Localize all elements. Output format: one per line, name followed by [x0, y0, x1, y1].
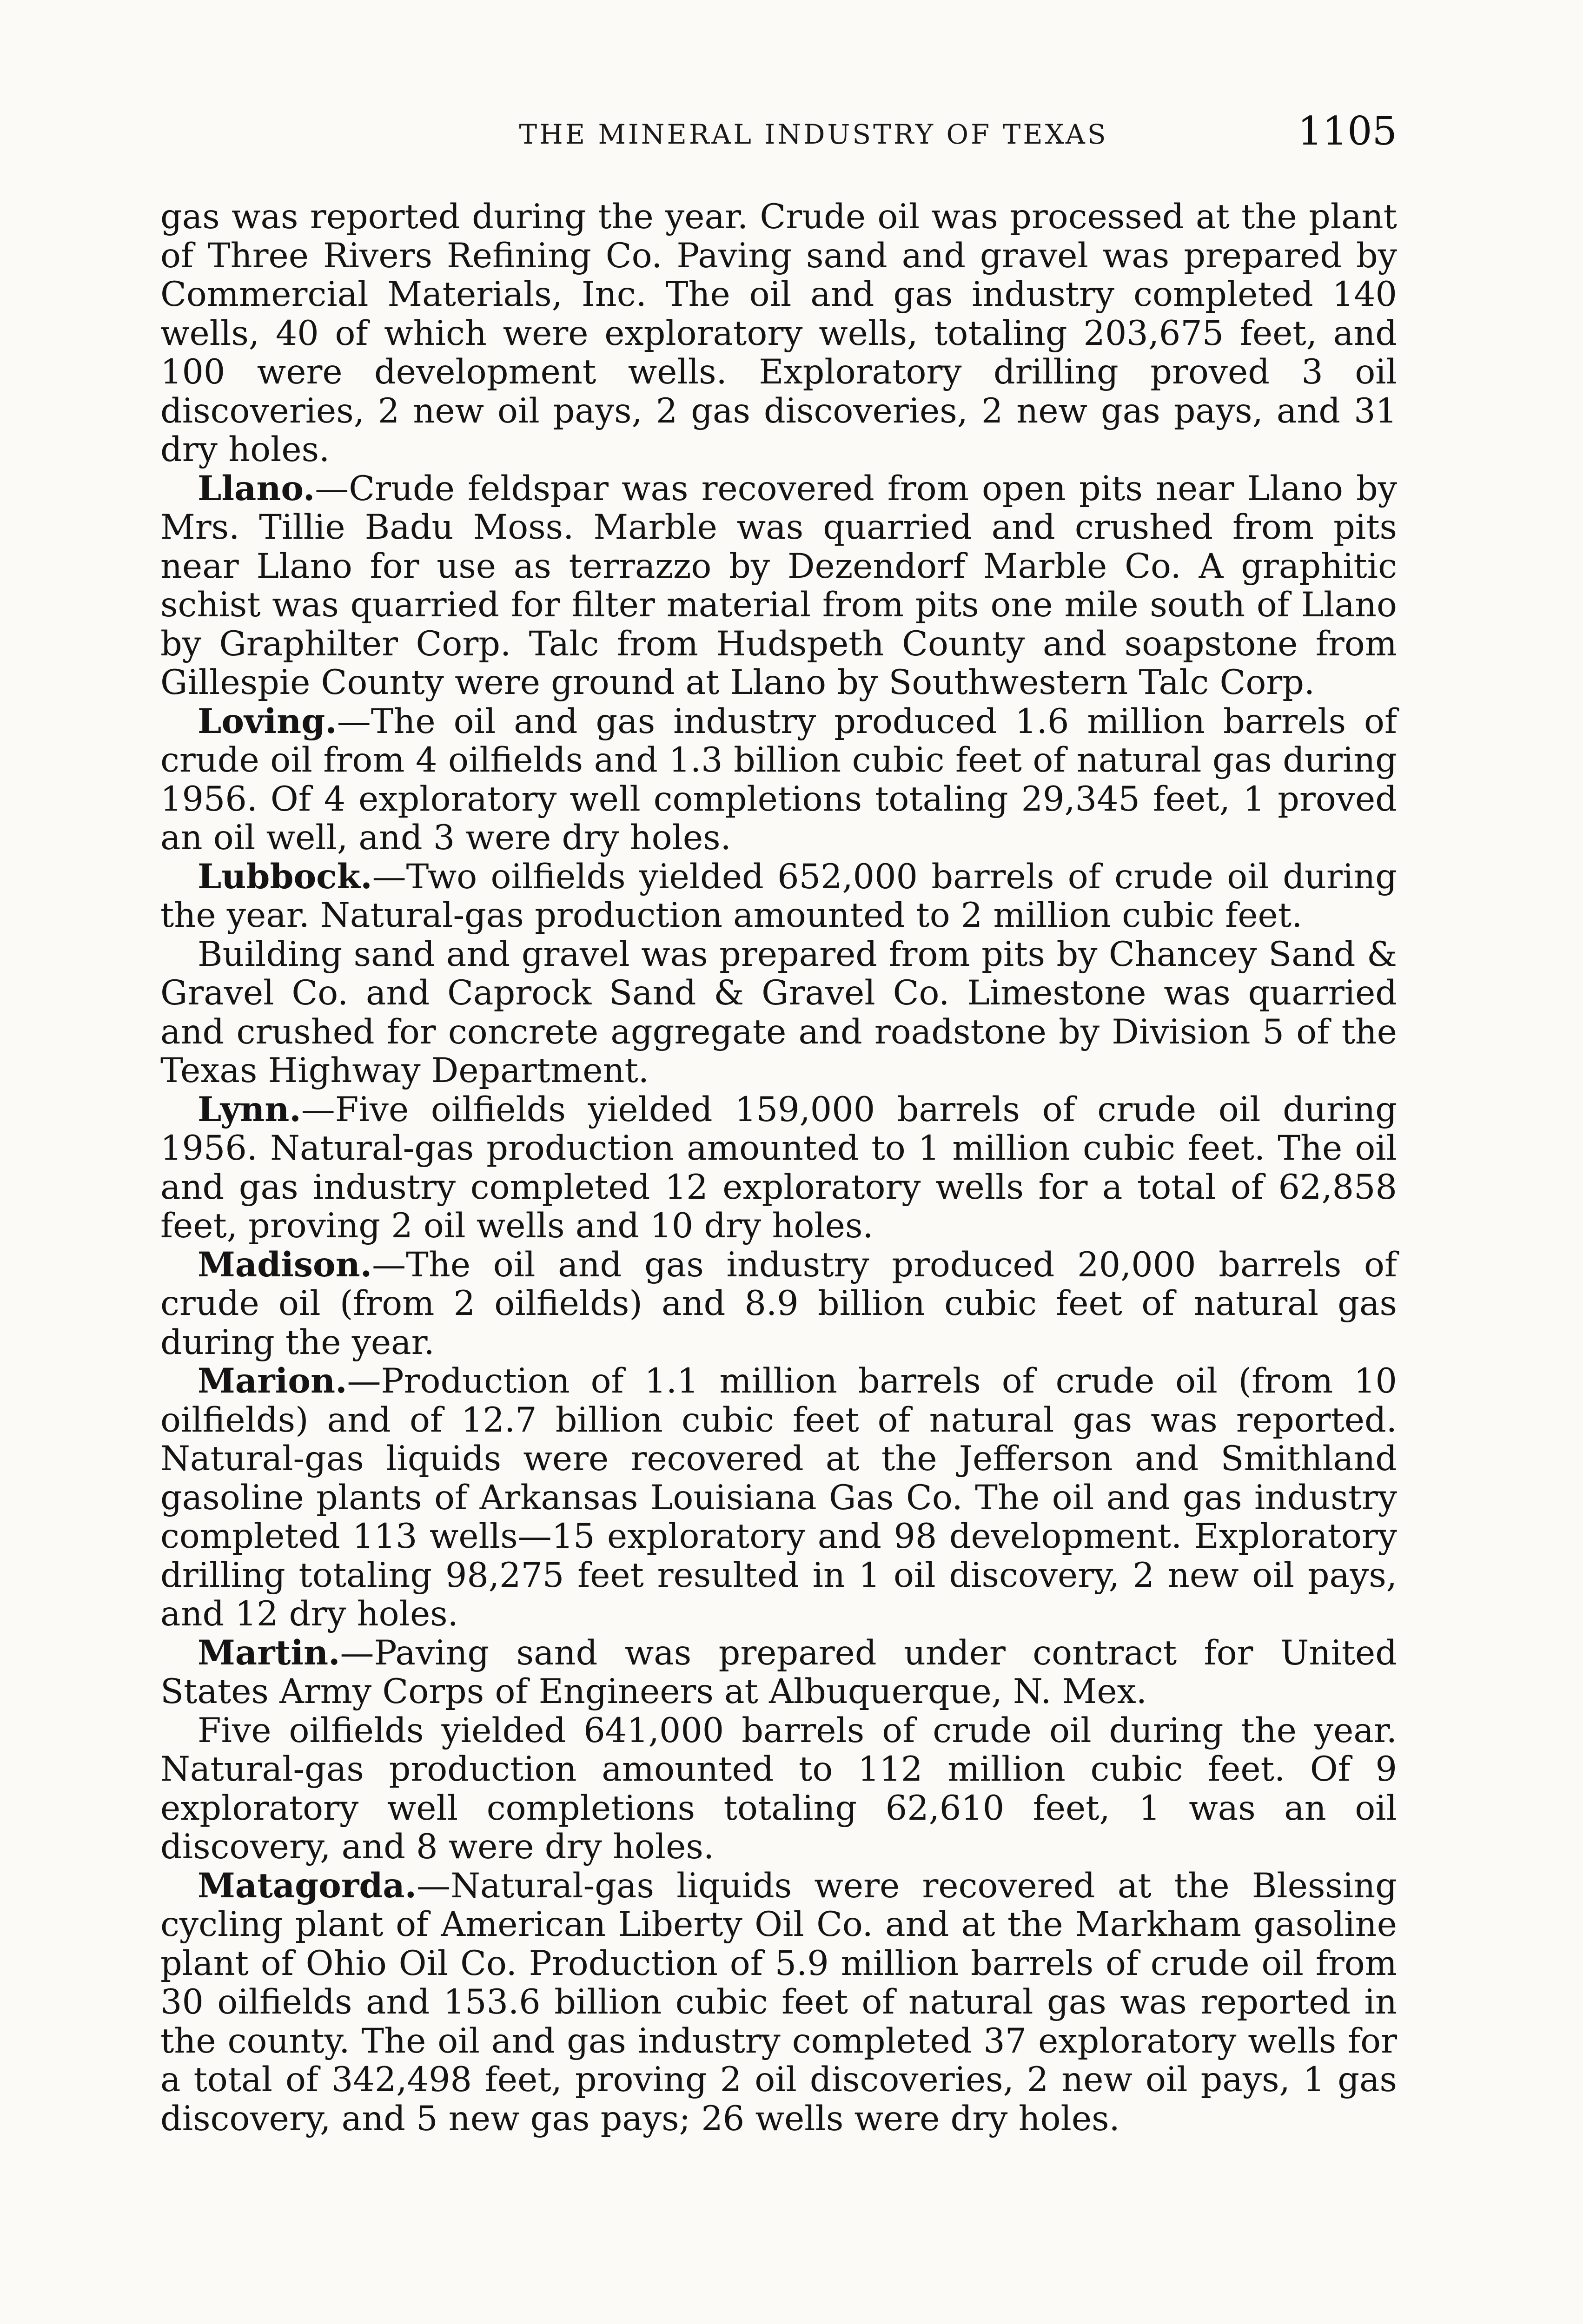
paragraph-madison: [160, 1246, 1397, 1362]
paragraph-text: —Five oilfields yielded 159,000 barrels of crude oil during 1956. Natural-gas production amounted to 1 million cubic feet. The oil and gas industry completed 12 exploratory wells for a total of 62,858 feet, proving 2 oil wells and 10 dry holes.: [160, 1089, 1397, 1246]
paragraph-marion: [160, 1362, 1397, 1634]
paragraph-text: gas was reported during the year. Crude oil was processed at the plant of Three Rivers Refining Co. Paving sand and gravel was prepared by Commercial Materials, Inc. The oil and gas industry completed 140 wells, 40 of which were exploratory wells, totaling 203,675 feet, and 100 were development wells. Exploratory drilling proved 3 oil discoveries, 2 new oil pays, 2 gas discoveries, 2 new gas pays, and 31 dry holes.: [160, 197, 1397, 469]
running-head-title: THE MINERAL INDUSTRY OF TEXAS: [519, 119, 1108, 150]
body-text: [160, 198, 1397, 2138]
paragraph-text: Five oilfields yielded 641,000 barrels of crude oil during the year. Natural-gas production amounted to 112 million cubic feet. Of 9 exploratory well completions totaling 62,610 feet, 1 was an oil discovery, and 8 were dry holes.: [160, 1710, 1397, 1867]
paragraph-lubbock: [160, 858, 1397, 935]
county-heading-martin: Martin.: [198, 1632, 340, 1673]
paragraph-matagorda: [160, 1867, 1397, 2139]
paragraph-text: —Two oilfields yielded 652,000 barrels of crude oil during the year. Natural-gas production amounted to 2 million cubic feet.: [160, 857, 1397, 935]
paragraph-lubbock-continued: [160, 935, 1397, 1090]
county-heading-lynn: Lynn.: [198, 1089, 301, 1129]
county-heading-llano: Llano.: [198, 468, 315, 508]
paragraph-loving: [160, 702, 1397, 858]
paragraph-continued: [160, 198, 1397, 469]
paragraph-text: —Production of 1.1 million barrels of crude oil (from 10 oilfields) and of 12.7 billion cubic feet of natural gas was reported. Natural-gas liquids were recovered at the Jefferson and Smithland gasoline plants of Arkansas Louisiana Gas Co. The oil and gas industry completed 113 wells—15 exploratory and 98 development. Exploratory drilling totaling 98,275 feet resulted in 1 oil discovery, 2 new oil pays, and 12 dry holes.: [160, 1361, 1397, 1634]
paragraph-text: —Natural-gas liquids were recovered at the Blessing cycling plant of American Liberty Oil Co. and at the Markham gasoline plant of Ohio Oil Co. Production of 5.9 million barrels of crude oil from 30 oilfields and 153.6 billion cubic feet of natural gas was reported in the county. The oil and gas industry completed 37 exploratory wells for a total of 342,498 feet, proving 2 oil discoveries, 2 new oil pays, 1 gas discovery, and 5 new gas pays; 26 wells were dry holes.: [160, 1866, 1397, 2139]
paragraph-llano: [160, 469, 1397, 702]
paragraph-text: Building sand and gravel was prepared from pits by Chancey Sand & Gravel Co. and Caprock Sand & Gravel Co. Limestone was quarried and crushed for concrete aggregate and roadstone by Division 5 of the Texas Highway Department.: [160, 934, 1397, 1090]
paragraph-martin-continued: [160, 1711, 1397, 1867]
paragraph-text: —Paving sand was prepared under contract for United States Army Corps of Engineers at Albuquerque, N. Mex.: [160, 1633, 1397, 1711]
paragraph-text: —The oil and gas industry produced 1.6 million barrels of crude oil from 4 oilfields and 1.3 billion cubic feet of natural gas during 1956. Of 4 exploratory well completions totaling 29,345 feet, 1 proved an oil well, and 3 were dry holes.: [160, 701, 1397, 858]
county-heading-matagorda: Matagorda.: [198, 1865, 417, 1906]
paragraph-martin: [160, 1634, 1397, 1711]
paragraph-text: —Crude feldspar was recovered from open pits near Llano by Mrs. Tillie Badu Moss. Marble was quarried and crushed from pits near Llano for use as terrazzo by Dezendorf Marble Co. A graphitic schist was quarried for filter material from pits one mile south of Llano by Graphilter Corp. Talc from Hudspeth County and soapstone from Gillespie County were ground at Llano by Southwestern Talc Corp.: [160, 469, 1397, 702]
paragraph-text: —The oil and gas industry produced 20,000 barrels of crude oil (from 2 oilfields) and 8.9 billion cubic feet of natural gas during the year.: [160, 1245, 1397, 1362]
county-heading-madison: Madison.: [198, 1244, 372, 1285]
paragraph-lynn: [160, 1090, 1397, 1246]
page-number: 1105: [1298, 108, 1397, 154]
county-heading-loving: Loving.: [198, 701, 337, 741]
county-heading-lubbock: Lubbock.: [198, 856, 372, 897]
county-heading-marion: Marion.: [198, 1361, 347, 1401]
running-head: [160, 105, 1397, 160]
